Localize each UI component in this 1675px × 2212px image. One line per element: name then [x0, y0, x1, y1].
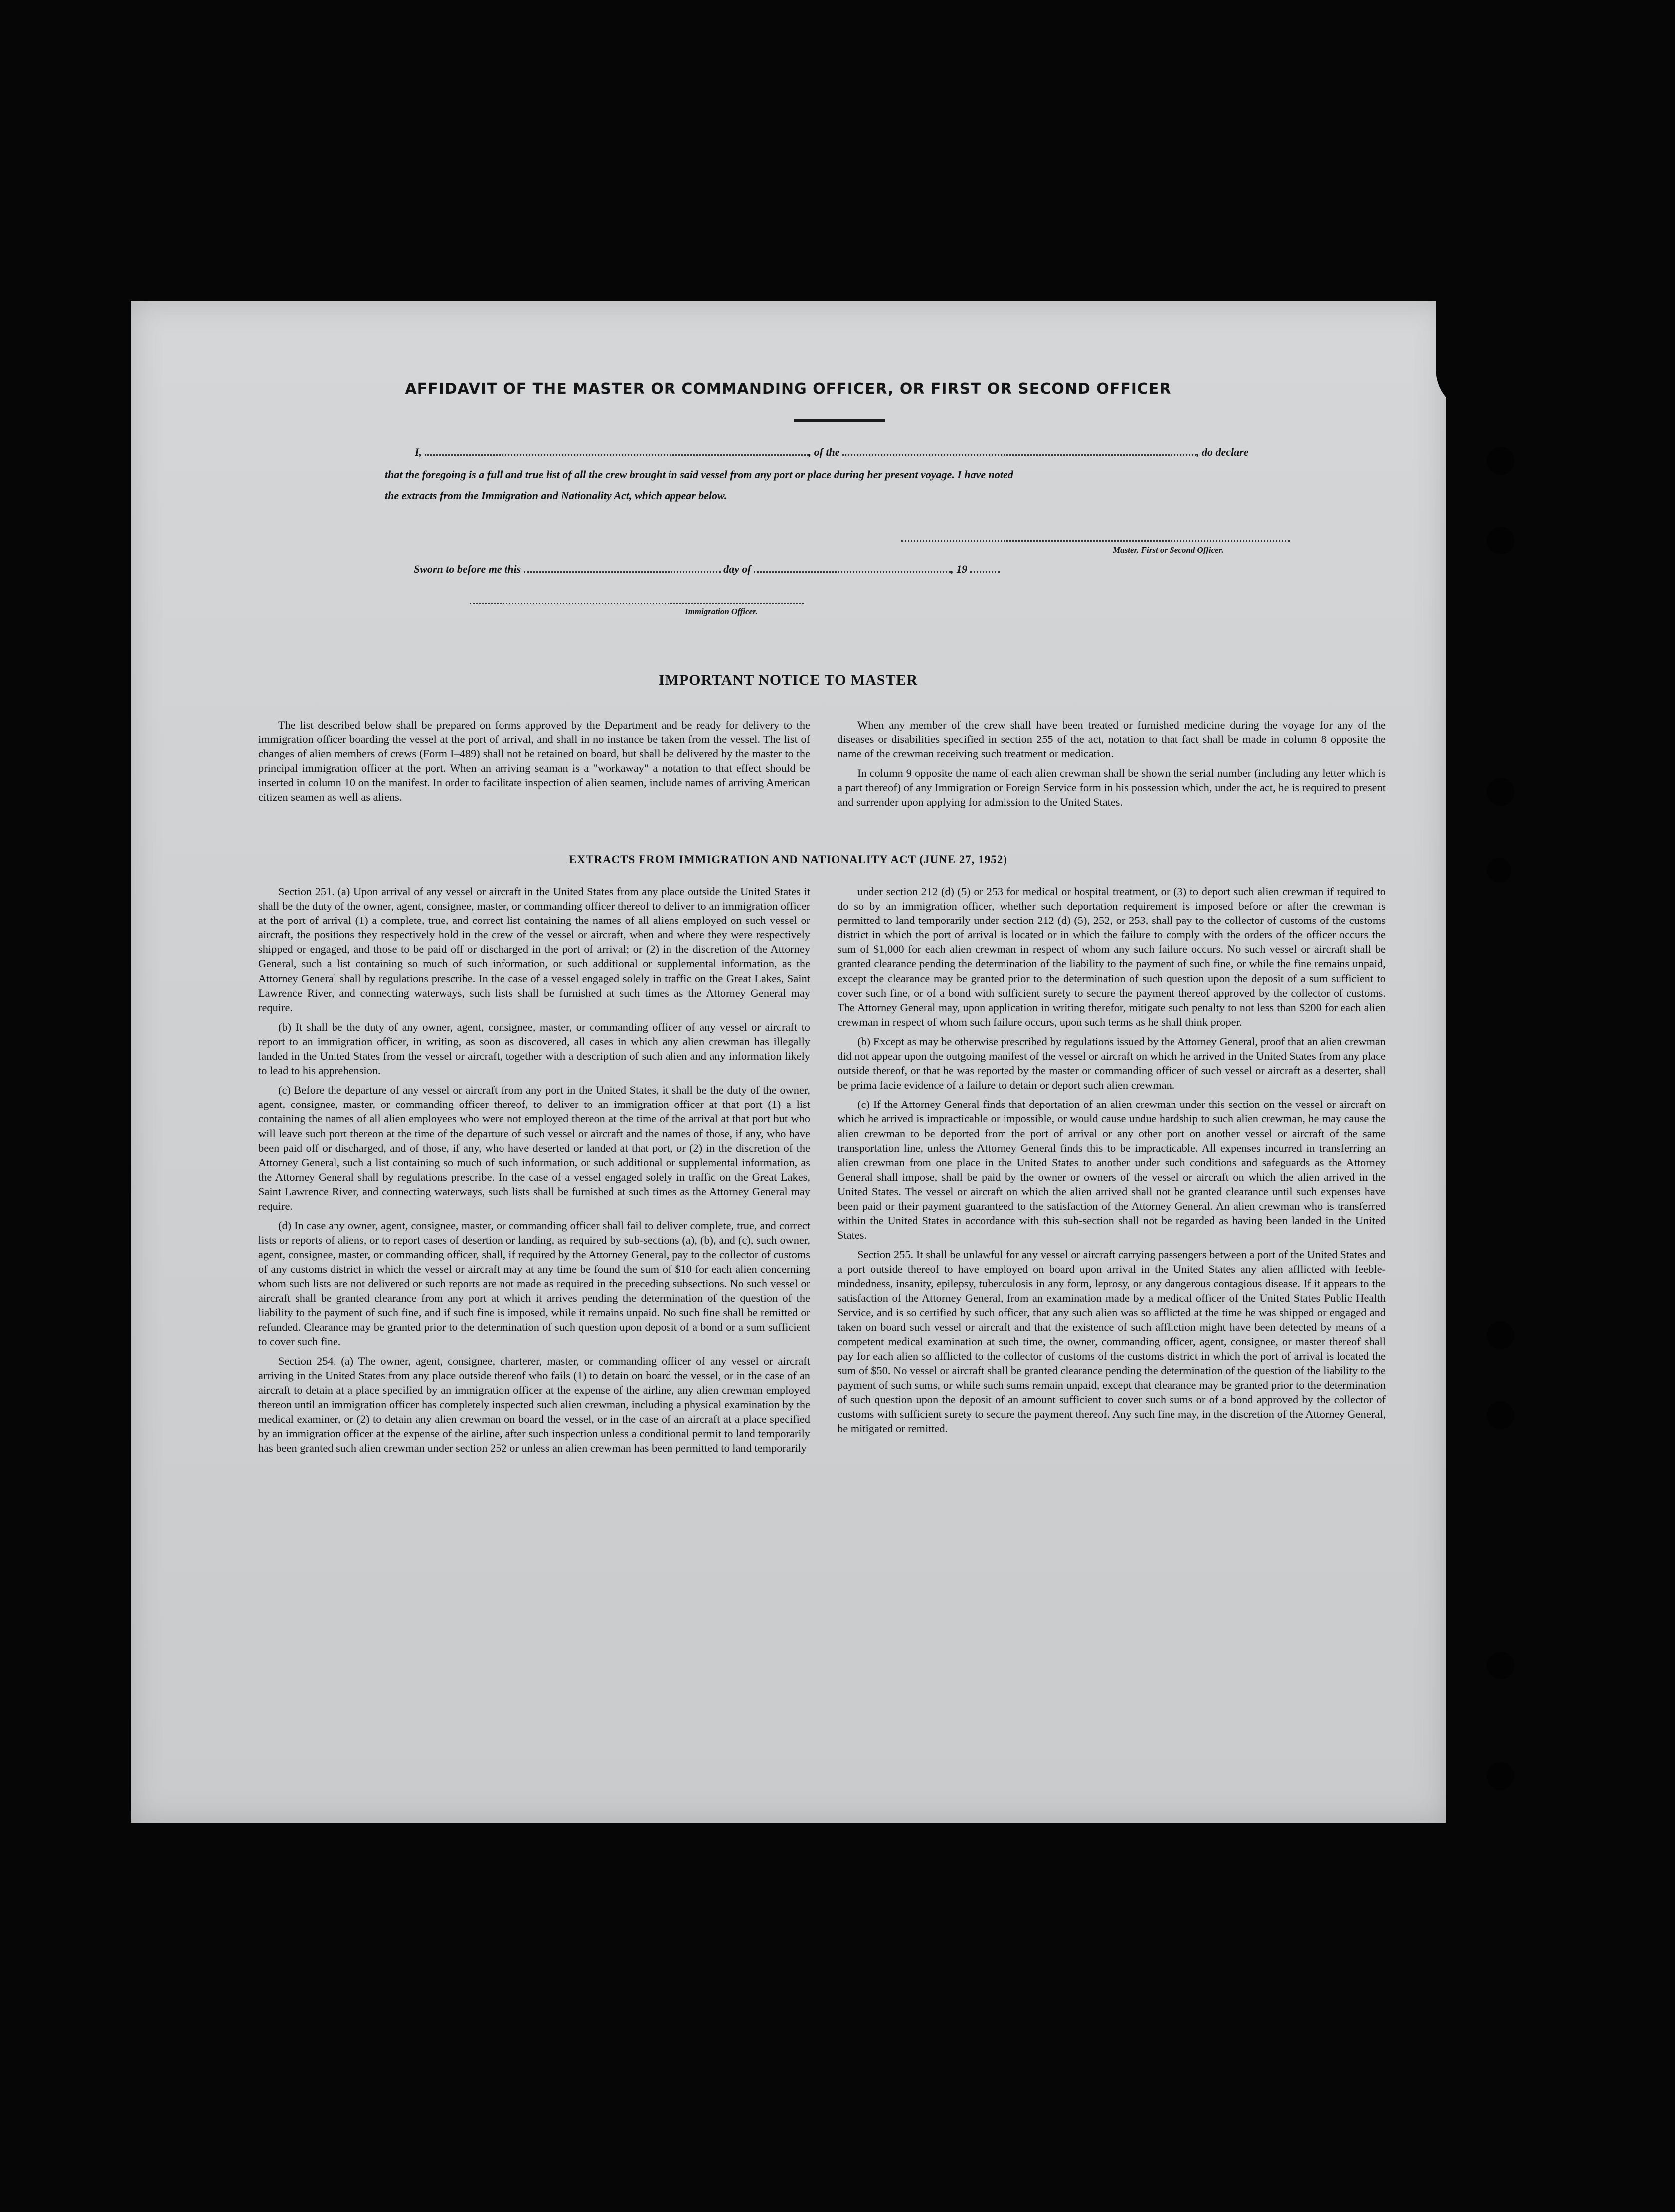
- extract-paragraph: Section 254. (a) The owner, agent, consignee, charterer, master, or commanding officer of any vessel or aircraft arriving in the United States from any place outside thereof who fails (1) to detain on board the vessel, or in the case of an aircraft to detain at a place specified by an immigration officer at the expense of the airline, any alien crewman employed thereon until an immigration officer has completely inspected such alien crewman, including a physical examination by the medical examiner, or (2) to detain any alien crewman on board the vessel, or in the case of an aircraft at a place specified by an immigration officer at the expense of the airline, after such inspection unless a conditional permit to land temporarily has been granted such alien crewman under section 252 or unless an alien crewman has been permitted to land temporarily: [258, 1354, 810, 1455]
- day-of-label: day of: [723, 563, 751, 575]
- year-blank[interactable]: [970, 560, 1000, 573]
- extract-paragraph: (c) If the Attorney General finds that deportation of an alien crewman under this section on the vessel or aircraft on which he arrived is impracticable or impossible, or would cause undue hardship to such alien crewman, he may cause the alien crewman to be deported from the port of arrival or any other port on another vessel or aircraft of the same transportation line, unless the Attorney General finds this to be impracticable. All expenses incurred in transferring an alien crewman from one place in the United States to another under such conditions and safeguards as the Attorney General shall impose, shall be paid by the owner or owners of the vessel or aircraft on which the alien arrived in the United States. The vessel or aircraft on which the alien arrived shall not be granted clearance until such expenses have been paid or their payment guaranteed to the satisfaction of the Attorney General. An alien crewman who is transferred within the United States in accordance with this sub-section shall not be regarded as having been landed in the United States.: [838, 1098, 1386, 1242]
- extract-paragraph: Section 251. (a) Upon arrival of any vessel or aircraft in the United States from any place outside the United States it shall be the duty of the owner, agent, consignee, master, or commanding officer thereof to deliver to an immigration officer at the port of arrival (1) a complete, true, and correct list containing the names of all aliens employed on such vessel or aircraft, the positions they respectively hold in the crew of the vessel or aircraft, when and where they were respectively shipped or engaged, and those to be paid off or discharged in the port of arrival; or (2) in the discretion of the Attorney General, such a list containing so much of such information, or such additional or supplemental information, as the Attorney General shall by regulations prescribe. In the case of a vessel engaged solely in traffic on the Great Lakes, Saint Lawrence River, and connecting waterways, such lists shall be furnished at such times as the Attorney General may require.: [258, 885, 810, 1014]
- notice-left-column: [258, 718, 810, 810]
- master-signature-label: Master, First or Second Officer.: [1113, 545, 1224, 554]
- sworn-line: [414, 560, 1261, 579]
- extract-paragraph: under section 212 (d) (5) or 253 for medical or hospital treatment, or (3) to deport such alien crewman if required to do so by an immigration officer, whether such deportation requirement is imposed before or after the crewman is permitted to land temporarily under section 212 (d) (5), 252, or 253, shall pay to the collector of customs of the customs district in which the port of arrival is located or in which the failure to comply with the orders of the officer occurs the sum of $1,000 for each alien crewman in respect of whom any such failure occurs. No such vessel or aircraft shall be granted clearance pending the determination of the liability to the payment of such fine, or while the fine remains unpaid, except the clearance may be granted prior to the determination of such question upon the deposit of a sum sufficient to cover such fine, or of a bond with sufficient surety to secure the payment thereof approved by the collector of customs. The Attorney General may, upon application in writing therefor, mitigate such penalty to not less than $200 for each alien crewman in respect of whom such failure occurs, upon such terms as he shall think proper.: [838, 885, 1386, 1028]
- document-page: [131, 301, 1446, 1823]
- notice-paragraph: The list described below shall be prepared on forms approved by the Department and be ready for delivery to the immigration officer boarding the vessel at the port of arrival, and shall in no instance be taken from the vessel. The list of changes of alien members of crews (Form I–489) shall not be retained on board, but shall be delivered by the master to the principal immigration officer at the port. When an arriving seaman is a "workaway" a notation to that effect should be inserted in column 10 on the manifest. In order to facilitate inspection of alien seamen, include names of arriving American citizen seamen as well as aliens.: [258, 719, 810, 804]
- do-declare-label: , do declare: [1196, 446, 1249, 458]
- officer-signature-line[interactable]: [470, 603, 804, 604]
- extract-paragraph: (b) Except as may be otherwise prescribed by regulations issued by the Attorney General, proof that an alien crewman did not appear upon the outgoing manifest of the vessel or aircraft on which he arrived in the United States from any place outside thereof, or that he was reported by the master or commanding officer of such vessel or aircraft as a deserter, shall be prima facie evidence of a failure to detain or deport such alien crewman.: [838, 1035, 1386, 1092]
- extract-paragraph: (d) In case any owner, agent, consignee, master, or commanding officer shall fail to deliver complete, true, and correct lists or reports of aliens, or to report cases of desertion or landing, as required by sub-sections (a), (b), and (c), such owner, agent, consignee, master, or commanding officer, shall, if required by the Attorney General, pay to the collector of customs of any customs district in which the vessel or aircraft may at any time be found the sum of $10 for each alien concerning whom such lists are not delivered or such reports are not made as required in the preceding subsections. No such vessel or aircraft shall be granted clearance from any port at which it arrives pending the determination of the question of the liability to the payment of such fine, and if such fine is imposed, while it remains unpaid. No such fine shall be remitted or refunded. Clearance may be granted prior to the determination of such question upon deposit of a bond or a sum sufficient to cover such fine.: [258, 1219, 810, 1348]
- notice-right-column: [838, 718, 1386, 815]
- day-blank[interactable]: [524, 560, 721, 573]
- notice-paragraph: When any member of the crew shall have been treated or furnished medicine during the voyage for any of the diseases or disabilities specified in section 255 of the act, notation to that fact shall be made in column 8 opposite the name of the crewman receiving such treatment or medication.: [838, 719, 1386, 760]
- sworn-label: Sworn to before me this: [414, 563, 521, 575]
- punch-hole: [1487, 447, 1514, 475]
- extracts-left-column: [258, 884, 810, 1461]
- punch-hole: [1487, 858, 1511, 883]
- extract-paragraph: (c) Before the departure of any vessel or aircraft from any port in the United States, it shall be the duty of the owner, agent, consignee, master, or commanding officer thereof, to deliver to an immigration officer at that port (1) a list containing the names of all alien employees who were not employed thereon at the time of the arrival at that port but who will leave such port thereon at the time of the departure of such vessel or aircraft and the names of those, if any, who have been paid off or discharged, and of those, if any, who have deserted or landed at that port, or (2) in the discretion of the Attorney General, such a list containing so much of such information, or such additional or supplemental information, as the Attorney General shall by regulations prescribe. In the case of a vessel engaged solely in traffic on the Great Lakes, Saint Lawrence River, and connecting waterways, such lists shall be furnished at such times as the Attorney General may require.: [258, 1084, 810, 1212]
- notice-paragraph: In column 9 opposite the name of each alien crewman shall be shown the serial number (including any letter which is a part thereof) of any Immigration or Foreign Service form in his possession which, under the act, he is required to present and surrender upon applying for admission to the United States.: [838, 767, 1386, 809]
- extract-paragraph: Section 255. It shall be unlawful for any vessel or aircraft carrying passengers between a port of the United States and a port outside thereof to have employed on board upon arrival in the United States any alien afflicted with feeble-mindedness, insanity, epilepsy, tuberculosis in any form, leprosy, or any dangerous contagious disease. If it appears to the satisfaction of the Attorney General, from an examination made by a medical officer of the United States Public Health Service, and is so certified by such officer, that any such alien was so afflicted at the time he was shipped or engaged and taken on board such vessel or aircraft and that the existence of such affliction might have been detected by means of a competent medical examination at such time, the owner, commanding officer, agent, consignee, or master thereof shall pay for each alien so afflicted to the collector of customs of the customs district in which the port of arrival is located the sum of $50. No vessel or aircraft shall be granted clearance pending the determination of the question of the liability to the payment of such sums, or while such sums remain unpaid, except that clearance may be granted prior to the determination of such question upon the deposit of an amount sufficient to cover such sums or of a bond approved by the collector of customs with sufficient surety to secure the payment thereof. Any such fine may, in the discretion of the Attorney General, be mitigated or remitted.: [838, 1248, 1386, 1435]
- master-signature-line[interactable]: [901, 540, 1290, 542]
- punch-hole: [1487, 1321, 1514, 1349]
- extract-paragraph: (b) It shall be the duty of any owner, agent, consignee, master, or commanding officer of any vessel or aircraft to report to an immigration officer, in writing, as soon as discovered, all cases in which any alien crewman has illegally landed in the United States from the vessel or aircraft, together with a description of such alien and any information likely to lead to his apprehension.: [258, 1020, 810, 1077]
- punch-hole: [1487, 527, 1514, 554]
- month-blank[interactable]: [754, 560, 951, 573]
- vessel-blank[interactable]: [842, 443, 1196, 456]
- name-blank[interactable]: [425, 443, 809, 456]
- punch-hole: [1487, 1652, 1514, 1679]
- punch-hole: [1487, 1401, 1514, 1429]
- extracts-right-column: [838, 884, 1386, 1441]
- title-divider: [794, 419, 885, 422]
- notice-title: IMPORTANT NOTICE TO MASTER: [658, 672, 918, 688]
- year-label: , 19: [951, 563, 968, 575]
- i-label: I,: [415, 446, 422, 458]
- punch-hole: [1487, 778, 1514, 806]
- declaration-text-1: that the foregoing is a full and true list of all the crew brought in said vessel from any port or place during her present voyage. I have noted: [385, 468, 1013, 481]
- extracts-title: EXTRACTS FROM IMMIGRATION AND NATIONALITY ACT (JUNE 27, 1952): [569, 853, 1007, 866]
- of-the-label: , of the: [808, 446, 840, 458]
- declaration-text-2: the extracts from the Immigration and Nationality Act, which appear below.: [385, 489, 727, 502]
- punch-hole: [1487, 1762, 1514, 1790]
- affidavit-title: AFFIDAVIT OF THE MASTER OR COMMANDING OFFICER, OR FIRST OR SECOND OFFICER: [405, 380, 1172, 398]
- officer-signature-label: Immigration Officer.: [685, 607, 758, 616]
- declaration-line: [415, 443, 1387, 462]
